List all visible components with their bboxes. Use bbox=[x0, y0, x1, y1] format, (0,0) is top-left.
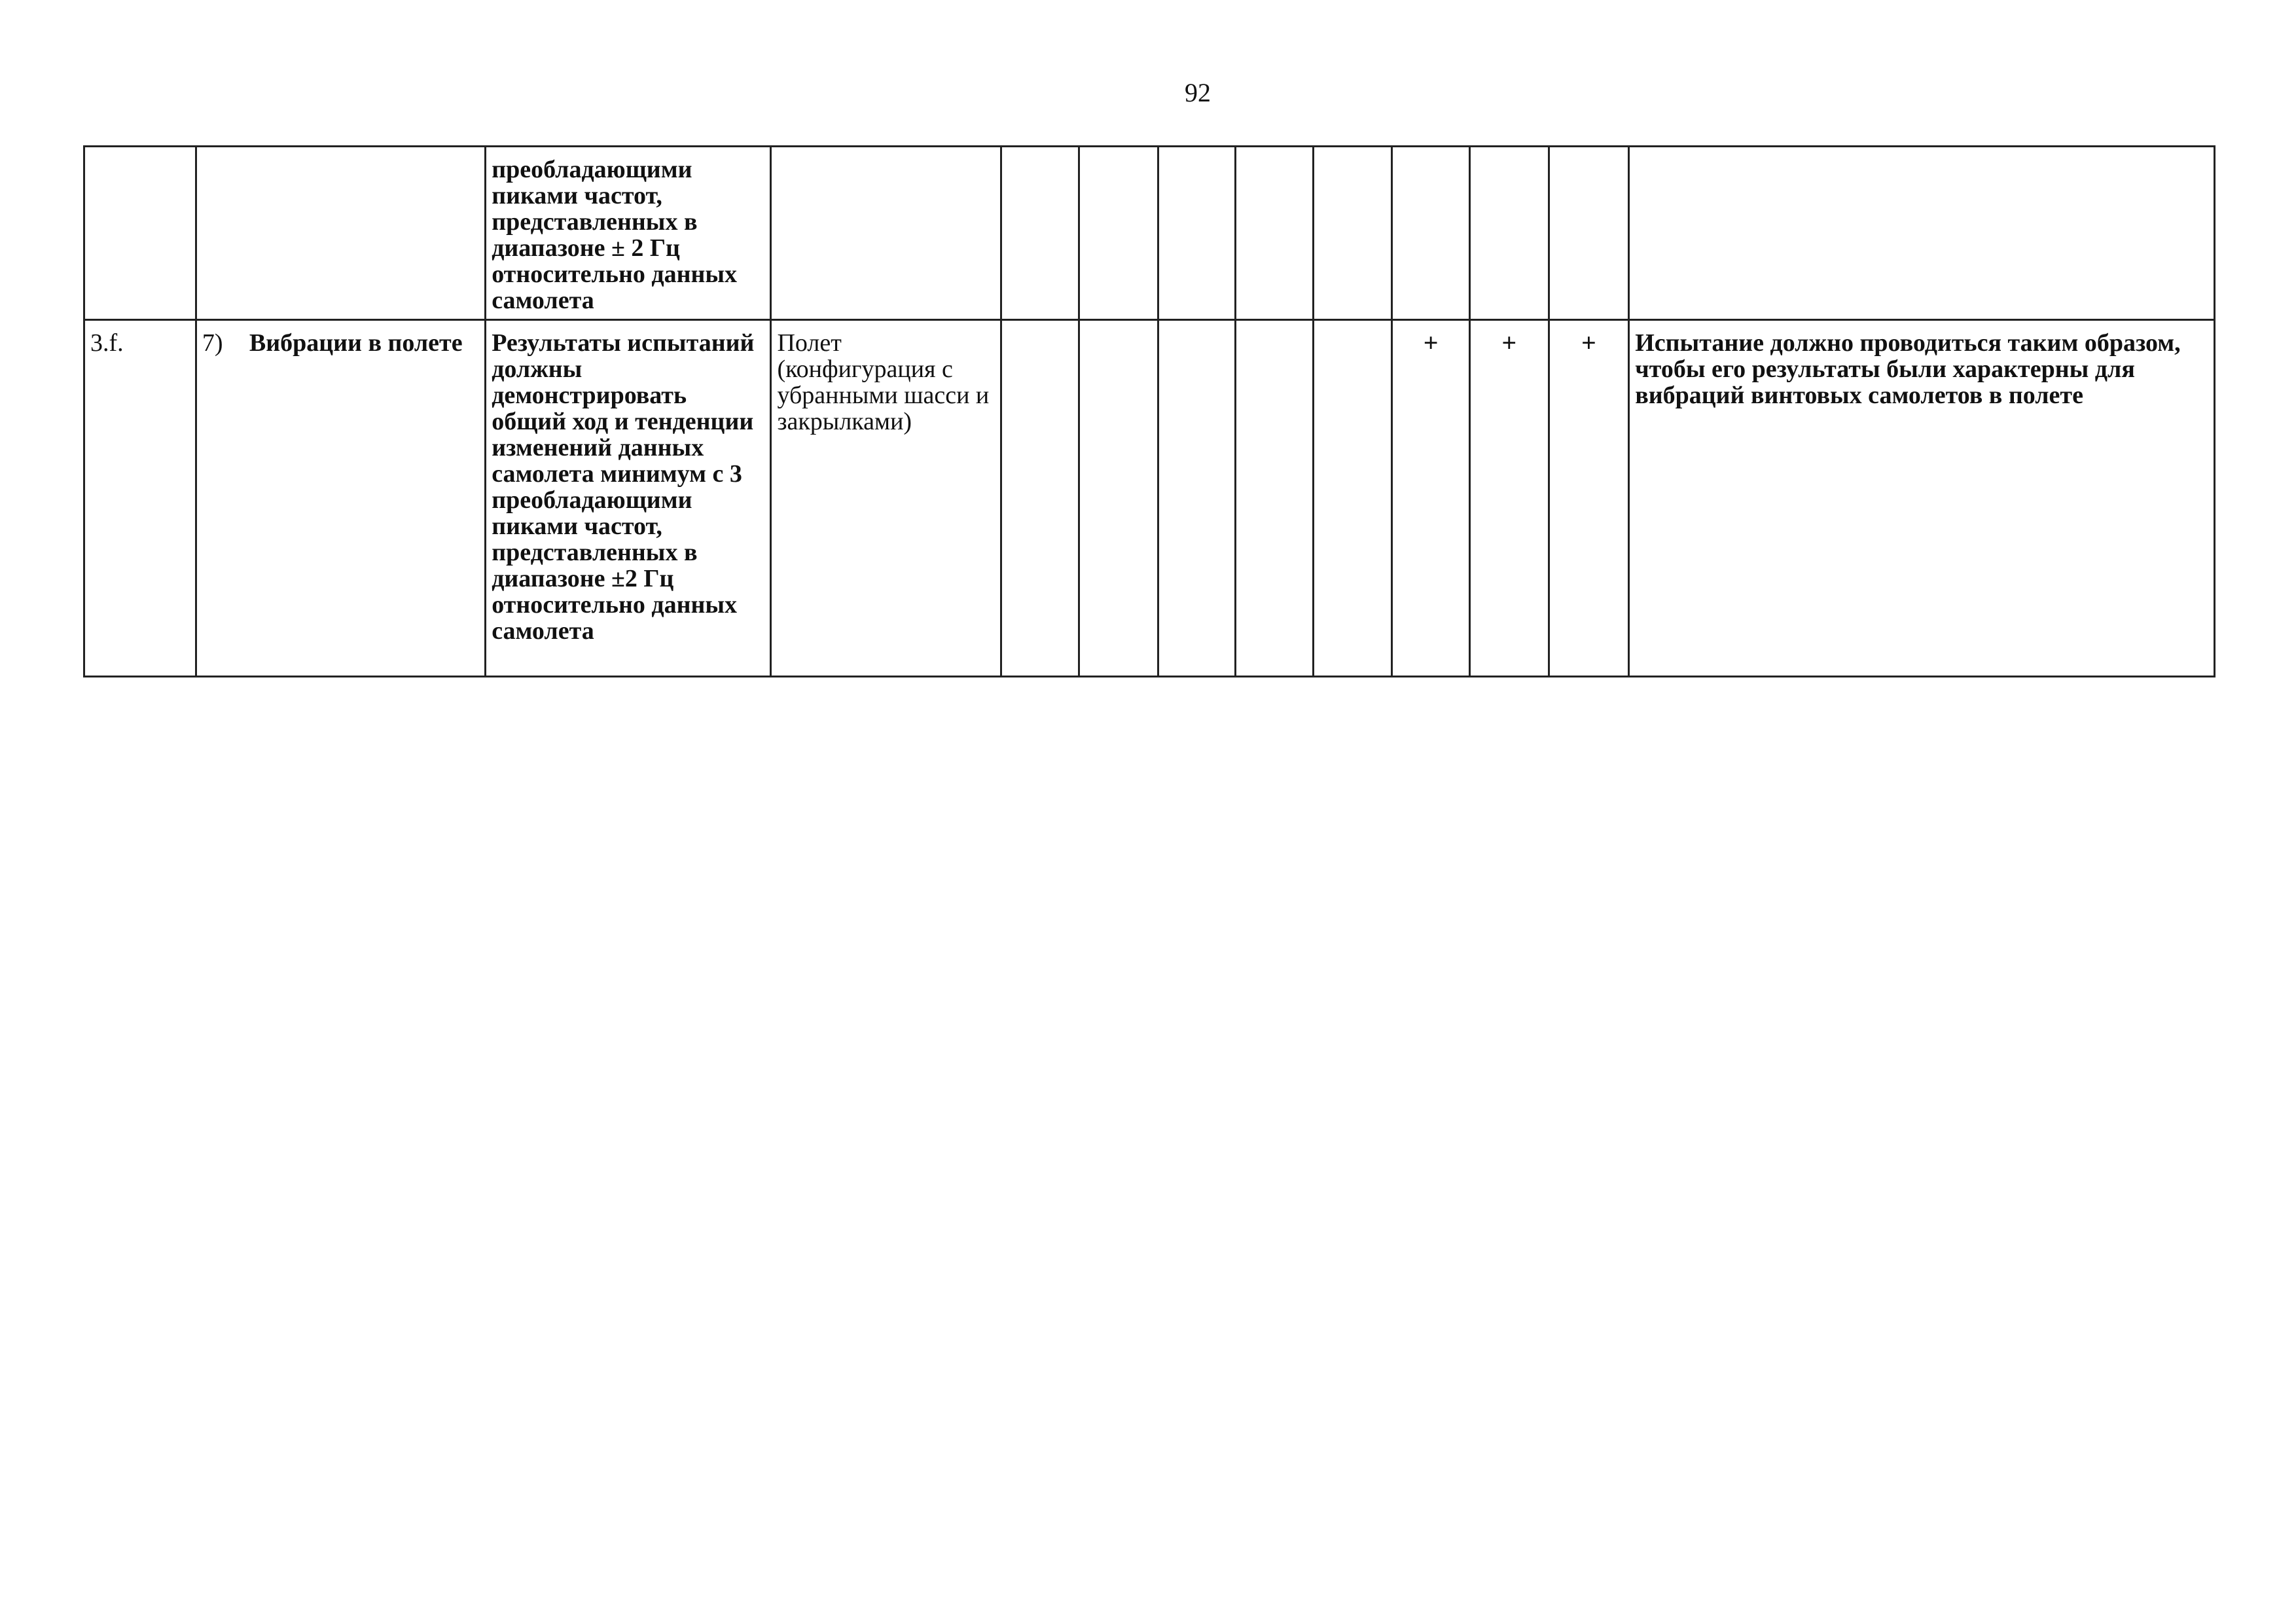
mark-cell bbox=[1079, 320, 1158, 677]
mark-cell bbox=[1236, 147, 1314, 320]
mark-cell: + bbox=[1392, 320, 1470, 677]
mark-cell bbox=[1392, 147, 1470, 320]
mark-cell bbox=[1001, 147, 1079, 320]
section-cell bbox=[84, 147, 196, 320]
mark-cell bbox=[1158, 320, 1236, 677]
table-row bbox=[84, 147, 2215, 320]
item-number: 7) bbox=[202, 329, 223, 357]
item-cell bbox=[196, 320, 485, 677]
mark-cell bbox=[1158, 147, 1236, 320]
mark-cell bbox=[1313, 147, 1392, 320]
notes-cell bbox=[1629, 147, 2215, 320]
criteria-cell: преобладающими пиками частот, представленных в диапазоне ± 2 Гц относительно данных самолета bbox=[486, 147, 771, 320]
mark-cell: + bbox=[1469, 320, 1549, 677]
notes-cell: Испытание должно проводиться таким образом, чтобы его результаты были характерны для вибраций винтовых самолетов в полете bbox=[1629, 320, 2215, 677]
mark-cell bbox=[1313, 320, 1392, 677]
item-cell bbox=[196, 147, 485, 320]
page-number: 92 bbox=[1185, 78, 1211, 107]
mark-cell bbox=[1079, 147, 1158, 320]
item-title: Вибрации в полете bbox=[249, 329, 463, 357]
mark-cell bbox=[1549, 147, 1629, 320]
mark-cell bbox=[1001, 320, 1079, 677]
table-row bbox=[84, 320, 2215, 677]
mark-cell: + bbox=[1549, 320, 1629, 677]
condition-cell bbox=[771, 147, 1001, 320]
mark-cell bbox=[1469, 147, 1549, 320]
section-cell: 3.f. bbox=[84, 320, 196, 677]
requirements-table bbox=[83, 145, 2215, 677]
mark-cell bbox=[1236, 320, 1314, 677]
criteria-cell: Результаты испытаний должны демонстрировать общий ход и тенденции изменений данных самолета минимум с 3 преобладающими пиками частот, представленных в диапазоне ±2 Гц относительно данных самолета bbox=[486, 320, 771, 677]
condition-cell: Полет (конфигурация с убранными шасси и закрылками) bbox=[771, 320, 1001, 677]
